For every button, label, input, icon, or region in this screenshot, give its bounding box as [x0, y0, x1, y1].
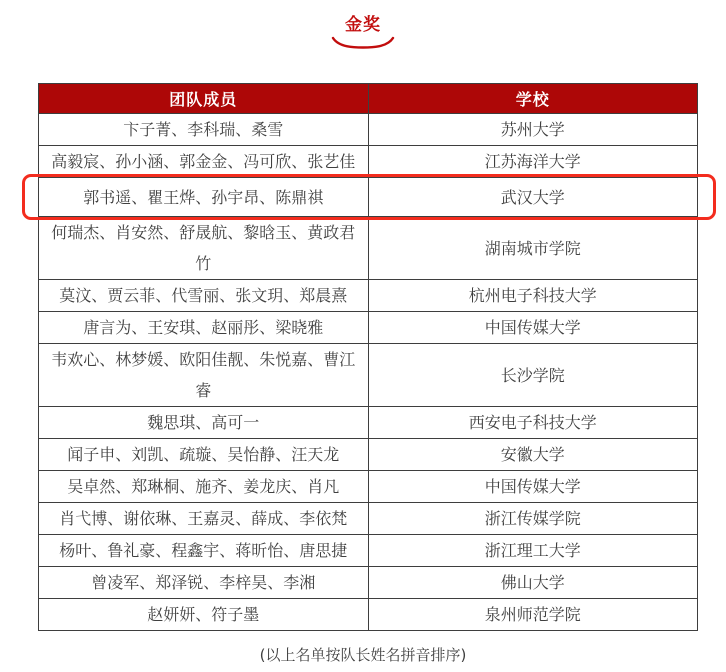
team-members-cell: 杨叶、鲁礼豪、程鑫宇、蒋昕怡、唐思捷	[39, 535, 369, 567]
table-row	[39, 280, 698, 312]
school-cell: 武汉大学	[368, 178, 698, 217]
team-members-cell: 魏思琪、高可一	[39, 407, 369, 439]
page-title: 金奖	[345, 15, 381, 35]
team-members-cell: 肖弋博、谢依琳、王嘉灵、薛成、李依梵	[39, 503, 369, 535]
table-row	[39, 407, 698, 439]
table-row	[39, 217, 698, 280]
table-row	[39, 535, 698, 567]
team-members-cell: 曾凌军、郑泽锐、李梓昊、李湘	[39, 567, 369, 599]
school-cell: 西安电子科技大学	[368, 407, 698, 439]
team-members-cell: 吴卓然、郑琳桐、施齐、姜龙庆、肖凡	[39, 471, 369, 503]
school-cell: 浙江理工大学	[368, 535, 698, 567]
school-cell: 苏州大学	[368, 114, 698, 146]
column-header-school: 学校	[368, 84, 698, 114]
table-row	[39, 114, 698, 146]
page-title-section	[0, 10, 726, 49]
table-row	[39, 567, 698, 599]
award-table	[38, 83, 698, 631]
school-cell: 浙江传媒学院	[368, 503, 698, 535]
school-cell: 杭州电子科技大学	[368, 280, 698, 312]
table-row	[39, 344, 698, 407]
school-cell: 湖南城市学院	[368, 217, 698, 280]
school-cell: 安徽大学	[368, 439, 698, 471]
team-members-cell: 莫汶、贾云菲、代雪丽、张文玥、郑晨熹	[39, 280, 369, 312]
team-members-cell: 闻子申、刘凯、疏璇、吴怡静、汪天龙	[39, 439, 369, 471]
table-row	[39, 503, 698, 535]
footer-note: (以上名单按队长姓名拼音排序)	[259, 646, 467, 664]
school-cell: 江苏海洋大学	[368, 146, 698, 178]
title-underline-swoosh	[330, 36, 396, 49]
team-members-cell: 高毅宸、孙小涵、郭金金、冯可欣、张艺佳	[39, 146, 369, 178]
school-cell: 长沙学院	[368, 344, 698, 407]
team-members-cell: 郭书遥、瞿王烨、孙宇昂、陈鼎祺	[39, 178, 369, 217]
team-members-cell: 卞子菁、李科瑞、桑雪	[39, 114, 369, 146]
table-row	[39, 599, 698, 631]
table-row	[39, 471, 698, 503]
team-members-cell: 何瑞杰、肖安然、舒晟航、黎晗玉、黄政君竹	[39, 217, 369, 280]
school-cell: 泉州师范学院	[368, 599, 698, 631]
table-row	[39, 312, 698, 344]
column-header-members: 团队成员	[39, 84, 369, 114]
team-members-cell: 唐言为、王安琪、赵丽彤、梁晓雅	[39, 312, 369, 344]
team-members-cell: 赵妍妍、符子墨	[39, 599, 369, 631]
school-cell: 中国传媒大学	[368, 471, 698, 503]
table-row	[39, 439, 698, 471]
school-cell: 佛山大学	[368, 567, 698, 599]
team-members-cell: 韦欢心、林梦媛、欧阳佳靓、朱悦嘉、曹江睿	[39, 344, 369, 407]
table-header-row	[39, 84, 698, 114]
table-row	[39, 146, 698, 178]
school-cell: 中国传媒大学	[368, 312, 698, 344]
table-row	[39, 178, 698, 217]
